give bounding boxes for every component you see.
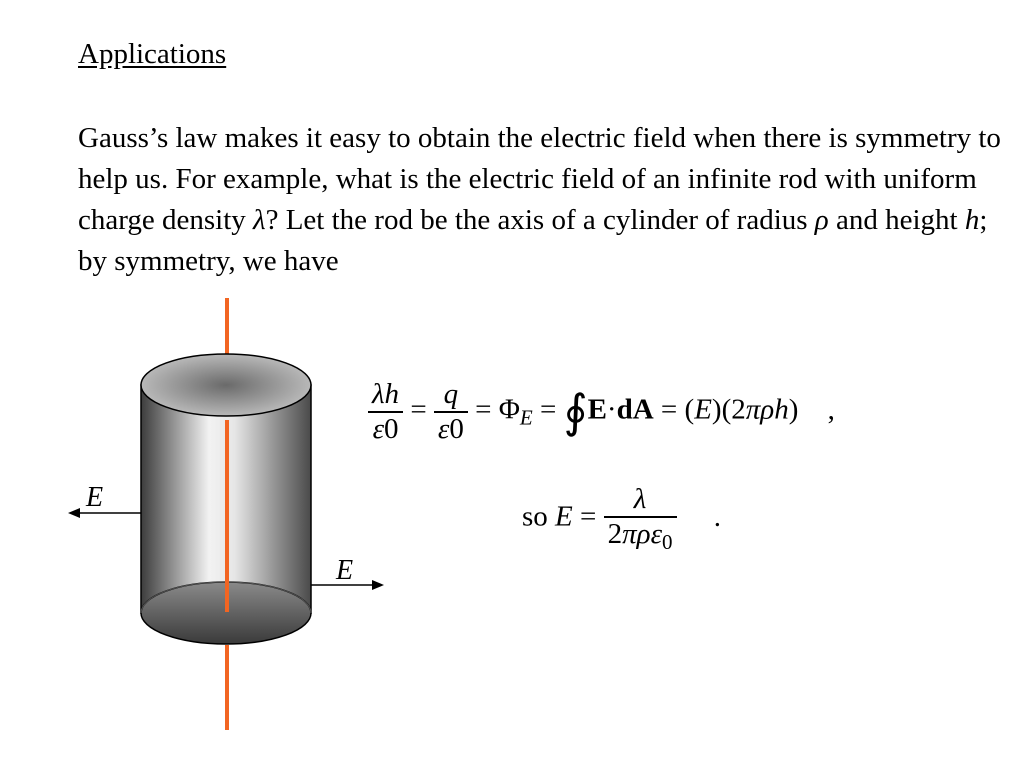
result-e: E bbox=[555, 500, 573, 533]
rhs-e: E bbox=[694, 393, 712, 426]
epsilon-symbol: ε bbox=[372, 413, 384, 445]
so-word: so bbox=[522, 500, 548, 533]
result-denominator bbox=[604, 516, 677, 555]
result-equals: = bbox=[580, 500, 597, 533]
field-label-left: E bbox=[86, 482, 104, 513]
field-arrowhead-right bbox=[372, 580, 384, 590]
phi-subscript: E bbox=[519, 405, 533, 430]
rhs-pi-rho-h: πρh bbox=[745, 393, 789, 426]
equals-4: = bbox=[660, 393, 678, 426]
epsilon-symbol: ε bbox=[437, 413, 450, 445]
result-numerator: λ bbox=[633, 483, 647, 515]
lambda-symbol: λ bbox=[253, 204, 266, 236]
frac1-denominator bbox=[368, 411, 403, 446]
trailing-comma: , bbox=[827, 393, 835, 426]
fraction-q-over-eps0 bbox=[434, 378, 468, 446]
para-text-1: Gauss’s law makes it easy to obtain the electric field when there is symmetry to help us. For example, what is the electric field of an infinite rod with uniform charge density bbox=[78, 122, 1001, 236]
subscript-zero: 0 bbox=[449, 413, 464, 445]
equals-1: = bbox=[410, 393, 427, 426]
rhs-close: ) bbox=[788, 393, 799, 426]
trailing-period: . bbox=[713, 500, 721, 533]
para-text-3: and height bbox=[828, 204, 965, 236]
field-arrowhead-left bbox=[68, 508, 80, 518]
fraction-lambda-over-2pi-rho-eps0 bbox=[604, 483, 677, 555]
dot-operator: · bbox=[606, 393, 617, 426]
h-symbol: h bbox=[964, 204, 980, 236]
equals-2: = bbox=[475, 393, 492, 426]
rhs-mid: )(2 bbox=[711, 393, 746, 426]
rho-symbol: ρ bbox=[814, 204, 829, 236]
para-text-4: ; by symmetry, we have bbox=[78, 204, 988, 277]
frac1-numerator: λh bbox=[372, 378, 400, 410]
den-symbols: πρε bbox=[622, 518, 662, 550]
equals-3: = bbox=[540, 393, 557, 426]
result-equation bbox=[522, 483, 721, 555]
frac2-denominator bbox=[434, 411, 468, 446]
den-subscript-zero: 0 bbox=[662, 530, 673, 554]
subscript-zero: 0 bbox=[384, 413, 399, 445]
phi-symbol: Φ bbox=[498, 393, 520, 426]
para-text-2: ? Let the rod be the axis of a cylinder of radius bbox=[265, 204, 815, 236]
vector-e: E bbox=[587, 393, 607, 426]
gauss-law-equation bbox=[368, 378, 835, 446]
cylinder-top bbox=[141, 354, 311, 416]
frac2-numerator: q bbox=[443, 378, 459, 410]
vector-da: dA bbox=[616, 393, 654, 426]
closed-integral-icon: ∮ bbox=[563, 386, 588, 437]
fraction-lambda-h-over-eps0 bbox=[368, 378, 403, 446]
rhs-open: ( bbox=[684, 393, 695, 426]
field-label-right: E bbox=[336, 555, 354, 586]
den-two: 2 bbox=[607, 518, 623, 550]
slide-title: Applications bbox=[78, 38, 227, 70]
